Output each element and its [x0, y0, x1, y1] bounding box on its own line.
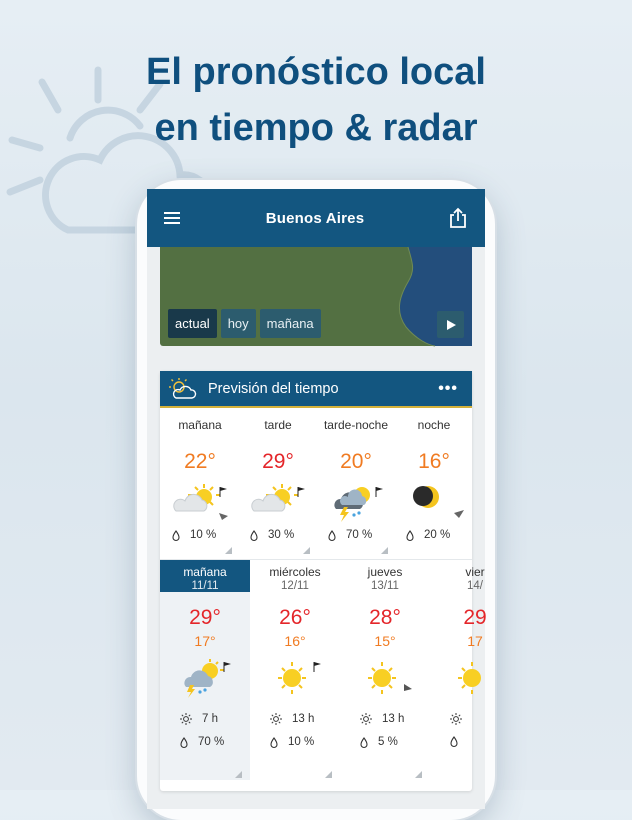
map-button-manana[interactable]: mañana	[260, 309, 321, 338]
sun-hours-icon	[360, 713, 372, 725]
period-column[interactable]	[316, 408, 396, 558]
more-options-icon[interactable]: •••	[438, 379, 458, 397]
period-label: tarde-noche	[323, 418, 389, 432]
day-column[interactable]	[160, 560, 250, 780]
day-date: 14/	[467, 580, 483, 592]
period-rain-value: 30 %	[268, 529, 295, 541]
period-column[interactable]	[238, 408, 318, 558]
period-column[interactable]	[394, 408, 474, 558]
play-icon[interactable]	[437, 311, 464, 338]
day-rain-value: 70 %	[198, 736, 225, 748]
day-date: 12/11	[281, 580, 309, 592]
sun-wind-icon	[264, 658, 326, 698]
day-name: jueves	[367, 565, 403, 579]
period-column[interactable]	[160, 408, 240, 558]
app-bar	[147, 189, 485, 247]
day-low-temp: 15°	[374, 633, 396, 649]
raindrop-icon	[450, 736, 458, 747]
thunderstorm-sun-icon	[174, 658, 236, 698]
day-name: mañana	[183, 565, 227, 579]
day-sunshine	[450, 713, 462, 725]
daily-forecast	[160, 560, 487, 790]
period-rain-value: 10 %	[190, 529, 217, 541]
corner-marker	[235, 771, 242, 778]
moon-icon	[404, 483, 466, 523]
period-rain-value: 20 %	[424, 529, 451, 541]
day-column[interactable]	[250, 560, 340, 780]
period-temp: 20°	[340, 450, 372, 473]
sun-hours-icon	[180, 713, 192, 725]
day-high-temp: 29°	[189, 606, 221, 629]
day-sunshine	[360, 713, 404, 725]
day-column[interactable]	[430, 560, 520, 780]
day-date: 11/11	[191, 580, 219, 592]
sun-hours-icon	[450, 713, 462, 725]
day-column[interactable]	[340, 560, 430, 780]
corner-marker	[415, 771, 422, 778]
map-time-buttons	[168, 309, 321, 338]
day-rain	[180, 736, 224, 748]
corner-marker	[225, 547, 232, 554]
day-rain	[360, 736, 398, 748]
sun-cloud-wind-icon	[248, 483, 310, 523]
forecast-header	[160, 371, 472, 408]
sun-icon	[354, 658, 416, 698]
period-label: mañana	[178, 418, 222, 432]
map-button-actual[interactable]: actual	[168, 309, 217, 338]
day-rain	[450, 736, 458, 747]
raindrop-icon	[180, 737, 188, 748]
day-header	[250, 560, 340, 592]
period-temp: 16°	[418, 450, 450, 473]
day-rain-value: 10 %	[288, 736, 315, 748]
sun-hours-icon	[270, 713, 282, 725]
day-rain-value: 5 %	[378, 736, 398, 748]
period-temp: 22°	[184, 450, 216, 473]
map-button-hoy[interactable]: hoy	[221, 309, 256, 338]
day-header	[340, 560, 430, 592]
period-rain	[172, 529, 216, 541]
forecast-card	[160, 371, 487, 791]
period-rain	[328, 529, 372, 541]
period-rain	[250, 529, 294, 541]
headline	[0, 44, 632, 156]
day-low-temp: 17	[467, 633, 483, 649]
day-header	[430, 560, 520, 592]
day-low-temp: 16°	[284, 633, 306, 649]
forecast-title: Previsión del tiempo	[208, 380, 339, 397]
day-low-temp: 17°	[194, 633, 216, 649]
sun-icon	[444, 658, 506, 698]
raindrop-icon	[360, 737, 368, 748]
sun-cloud-icon	[168, 377, 198, 401]
period-rain	[406, 529, 450, 541]
period-temp: 29°	[262, 450, 294, 473]
day-sunshine-value: 13 h	[292, 713, 315, 725]
raindrop-icon	[406, 530, 414, 541]
period-rain-value: 70 %	[346, 529, 373, 541]
period-forecast	[160, 408, 472, 560]
day-sunshine-value: 7 h	[202, 713, 218, 725]
day-high-temp: 29	[463, 606, 487, 629]
thunderstorm-sun-icon	[326, 483, 388, 523]
headline-line-2: en tiempo & radar	[154, 107, 478, 149]
day-high-temp: 28°	[369, 606, 401, 629]
day-header	[160, 560, 250, 592]
corner-marker	[303, 547, 310, 554]
day-rain	[270, 736, 314, 748]
day-name: miércoles	[269, 565, 321, 579]
raindrop-icon	[250, 530, 258, 541]
period-label: tarde	[264, 418, 292, 432]
day-name: vier	[465, 565, 485, 579]
sun-cloud-wind-icon	[170, 483, 232, 523]
day-sunshine	[180, 713, 218, 725]
day-high-temp: 26°	[279, 606, 311, 629]
corner-marker	[325, 771, 332, 778]
day-sunshine	[270, 713, 314, 725]
app-screen	[147, 189, 485, 809]
period-label: noche	[417, 418, 451, 432]
raindrop-icon	[172, 530, 180, 541]
share-icon[interactable]	[447, 207, 469, 229]
raindrop-icon	[328, 530, 336, 541]
raindrop-icon	[270, 737, 278, 748]
radar-map[interactable]	[160, 247, 472, 346]
day-date: 13/11	[371, 580, 399, 592]
corner-marker	[381, 547, 388, 554]
headline-line-1: El pronóstico local	[146, 51, 486, 93]
menu-icon[interactable]	[161, 207, 183, 229]
day-sunshine-value: 13 h	[382, 713, 405, 725]
location-title: Buenos Aires	[265, 209, 365, 227]
